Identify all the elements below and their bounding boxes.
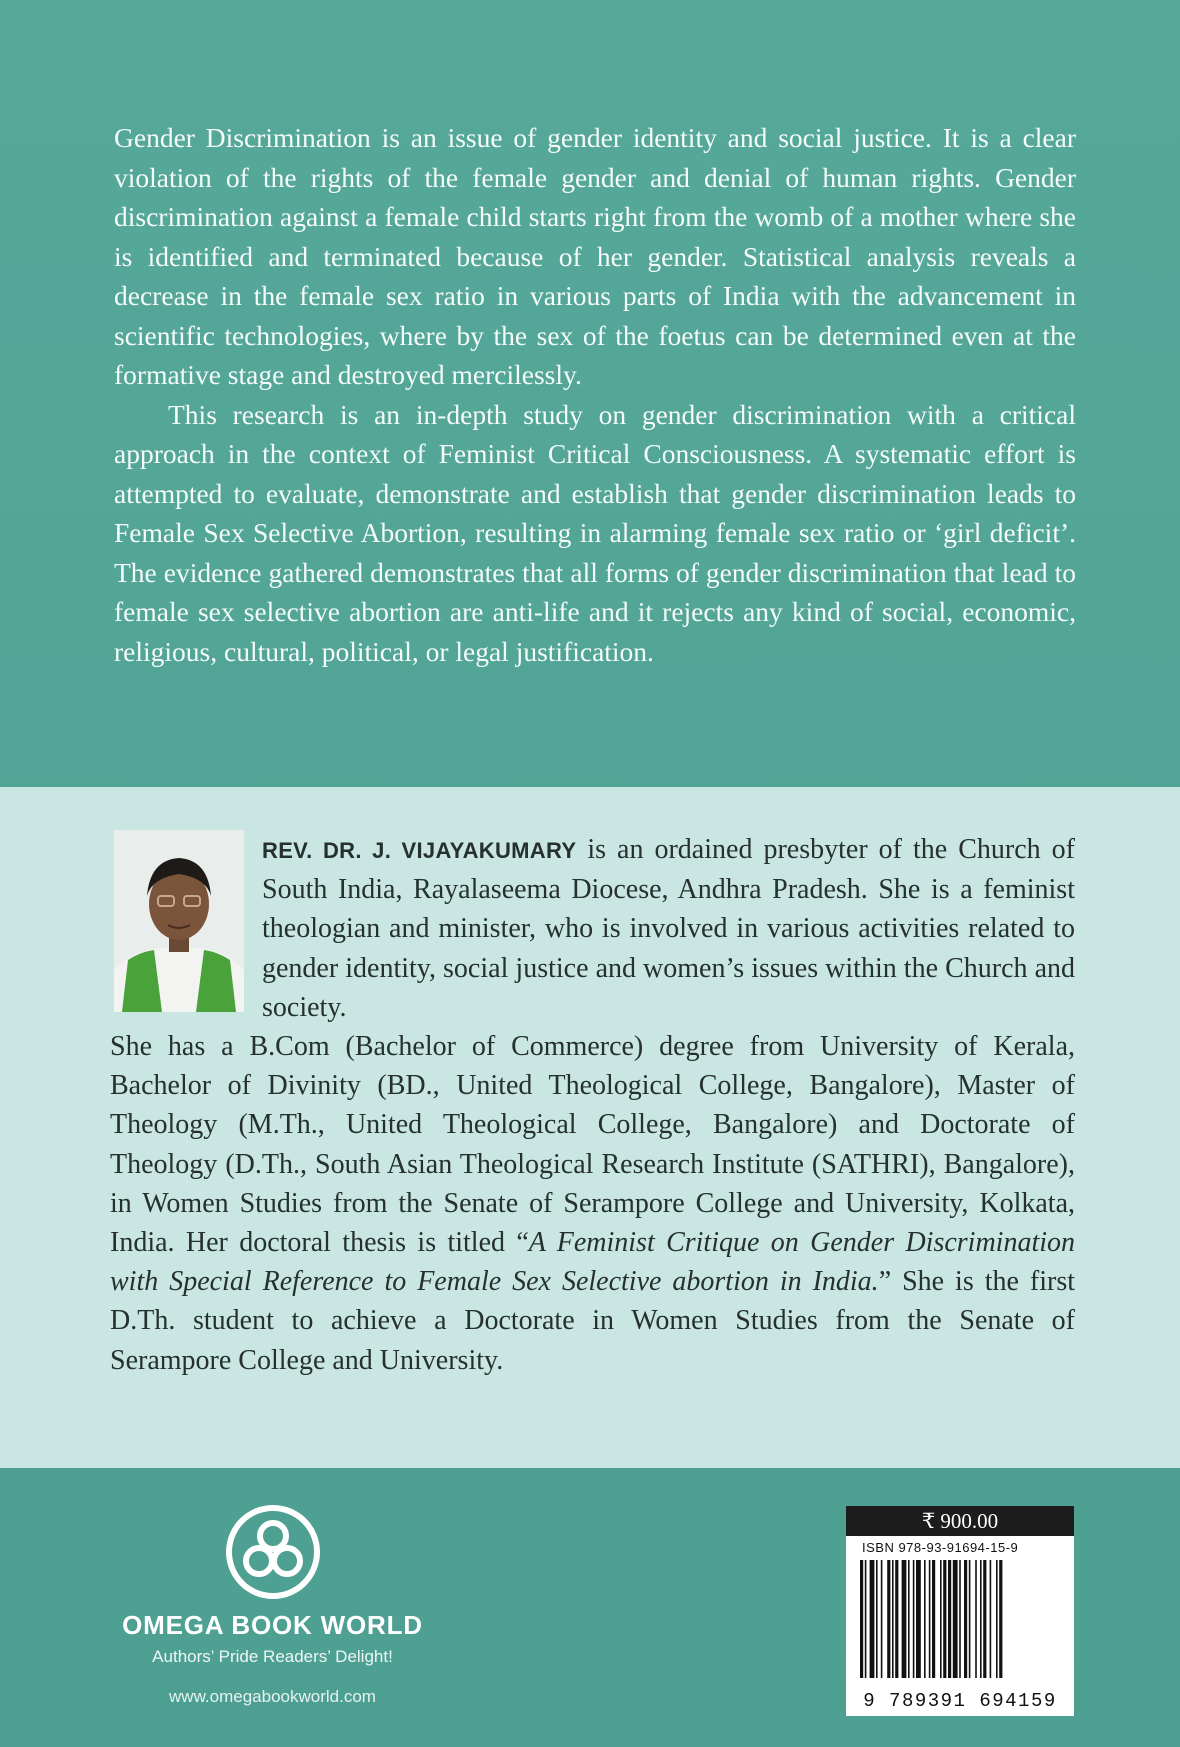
author-bio <box>110 830 1075 1380</box>
barcode-bar <box>983 1560 986 1678</box>
omega-trefoil-icon <box>225 1504 321 1600</box>
barcode-bar <box>943 1560 946 1678</box>
author-degrees-closing: ” She is the first D.Th. student to achieve a Doctorate in Women Studies from the Senate of Serampore College and University. <box>110 1266 1075 1376</box>
barcode-bar <box>940 1560 942 1678</box>
barcode-bar <box>932 1560 935 1678</box>
blurb-paragraph-2: This research is an in-depth study on gender discrimination with a critical approach in the context of Feminist Critical Consciousness. A systematic effort is attempted to evaluate, demonstrate and establish that gender discrimination leads to Female Sex Selective Abortion, resulting in alarming female sex ratio or ‘girl deficit’. The evidence gathered demonstrates that all forms of gender discrimination that lead to female sex selective abortion are anti-life and it rejects any kind of social, economic, religious, cultural, political, or legal justification. <box>114 398 1076 667</box>
publisher-url[interactable]: www.omegabookworld.com <box>169 1687 376 1706</box>
barcode-bar <box>990 1560 992 1678</box>
author-degrees-text: She has a B.Com (Bachelor of Commerce) degree from University of Kerala, Bachelor of Divinity (BD., United Theological College, Bangalore), Master of Theology (M.Th., United Theological College, Bangalore) and Doctorate of Theology (D.Th., South Asian Theological Research Institute (SATHRI), Bangalore), in Women Studies from the Senate of Serampore College and University, Kolkata, India. Her doctoral thesis is titled “ <box>110 1031 1075 1259</box>
author-intro-text: is an ordained presbyter of the Church of South India, Rayalaseema Diocese, Andhra Pradesh. She is a feminist theologian and minister, who is involved in various activities related to gender identity, social justice and women’s issues within the Church and society. <box>262 834 1075 1023</box>
author-portrait-icon <box>114 830 244 1012</box>
barcode-bar <box>999 1560 1002 1678</box>
author-name: REV. DR. J. VIJAYAKUMARY <box>262 838 577 863</box>
barcode-bar <box>902 1560 907 1678</box>
barcode-panel <box>846 1536 1074 1716</box>
barcode-bar <box>916 1560 921 1678</box>
book-blurb <box>114 118 1076 671</box>
barcode-bar <box>929 1560 931 1678</box>
author-intro-paragraph <box>110 830 1075 1027</box>
barcode-bar <box>860 1560 863 1678</box>
barcode-bar <box>895 1560 898 1678</box>
barcode-bar <box>881 1560 883 1678</box>
barcode-bar <box>913 1560 915 1678</box>
publisher-name: OMEGA BOOK WORLD <box>122 1610 423 1640</box>
barcode-bar <box>975 1560 977 1678</box>
isbn-label: ISBN 978-93-91694-15-9 <box>862 1540 1019 1555</box>
publisher-block <box>100 1504 445 1707</box>
barcode-bar <box>924 1560 926 1678</box>
barcode-bar <box>980 1560 982 1678</box>
barcode-block <box>846 1506 1074 1716</box>
barcode-icon <box>858 1560 1062 1680</box>
barcode-bar <box>908 1560 910 1678</box>
barcode-bar <box>887 1560 890 1678</box>
barcode-bar <box>870 1560 875 1678</box>
publisher-tagline: Authors’ Pride Readers’ Delight! <box>152 1647 393 1666</box>
barcode-bar <box>892 1560 894 1678</box>
barcode-bar <box>876 1560 878 1678</box>
barcode-bar <box>964 1560 967 1678</box>
thesis-title: A Feminist Critique on Gender Discrimination with Special Reference to Female Sex Selective abortion in India. <box>110 1227 1076 1298</box>
barcode-bar <box>996 1560 998 1678</box>
author-degrees-paragraph <box>110 1027 1075 1380</box>
barcode-bar <box>969 1560 971 1678</box>
author-photo <box>114 830 244 1012</box>
barcode-bar <box>948 1560 951 1678</box>
blurb-paragraph-1: Gender Discrimination is an issue of gender identity and social justice. It is a clear violation of the rights of the female gender and denial of human rights. Gender discrimination against a female child starts right from the womb of a mother where she is identified and terminated because of her gender. Statistical analysis reveals a decrease in the female sex ratio in various parts of India with the advancement in scientific technologies, where by the sex of the foetus can be determined even at the formative stage and destroyed mercilessly. <box>114 122 1076 390</box>
price-label: ₹ 900.00 <box>846 1506 1074 1536</box>
author-section <box>0 787 1180 1468</box>
cover-footer <box>0 1468 1180 1747</box>
barcode-bar <box>865 1560 867 1678</box>
barcode-bar <box>959 1560 961 1678</box>
barcode-bar <box>953 1560 958 1678</box>
barcode-digits: 9 789391 694159 <box>846 1690 1074 1712</box>
